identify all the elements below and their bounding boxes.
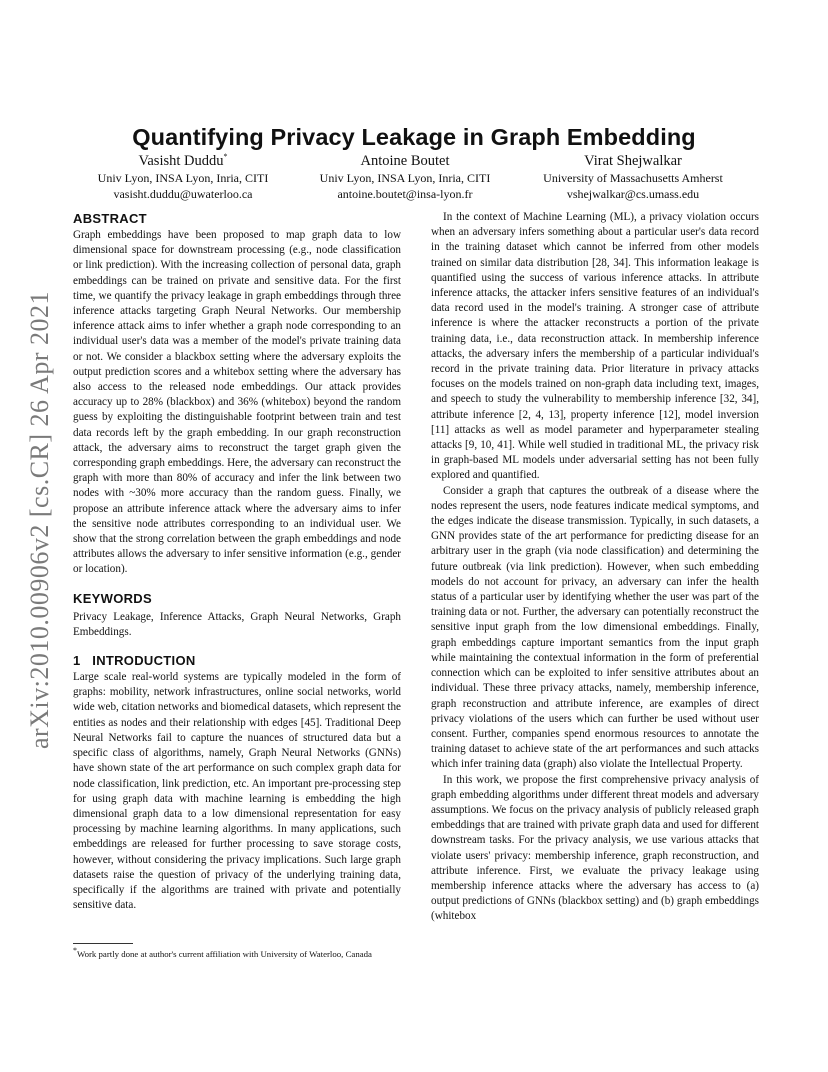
- footnote-mark: *: [73, 946, 77, 956]
- author-2: [305, 151, 505, 202]
- author-affiliation: Univ Lyon, INSA Lyon, Inria, CITI: [319, 171, 491, 185]
- body-paragraph: In this work, we propose the first comprehensive privacy analysis of graph embedding algorithms under different threat models and adversary assumptions. We focus on the privacy analysis of publicly released graph embeddings that are trained with private graph data and used for different downstream tasks. For the privacy analysis, we use various attacks that violate users' privacy: membership inference, graph reconstruction, and attribute inference. First, we evaluate the privacy leakage using membership inference attacks where the adversary has access to (a) output predictions of GNNs (blackbox setting) and (b) graph embeddings (whitebox: [431, 773, 760, 923]
- author-block: [73, 151, 755, 207]
- introduction-heading: [73, 652, 401, 670]
- abstract-heading: ABSTRACT: [73, 211, 147, 226]
- author-3: [511, 151, 755, 202]
- author-name: Antoine Boutet: [360, 153, 450, 169]
- right-column: [431, 210, 759, 925]
- abstract-text: Graph embeddings have been proposed to map graph data to low dimensional space for downstream processing (e.g., node classification or link prediction). With the increasing collection of personal data, graph embeddings can be trained on private and sensitive data. For the first time, we quantify the privacy leakage in graph embeddings through three inference attacks targeting Graph Neural Networks. Our membership inference attack aims to infer whether a graph node corresponding to an individual user's data was a member of the model's private training data or not. We consider a blackbox setting where the adversary exploits the output prediction scores and a whitebox setting where the adversary has also access to the released node embeddings. Our attack provides accuracy up to 28% (blackbox) and 36% (whitebox) beyond the random guess by exploiting the distinguishable footprint between train and test data records left by the graph embedding. In our graph reconstruction attack, the adversary aims to reconstruct the target graph given the corresponding graph embeddings. Here, the adversary can reconstruct the graph with more than 80% of accuracy and infer the link between two nodes with ~30% more accuracy than the random guess. Finally, we propose an attribute inference attack where the adversary aims to infer the sensitive node attributes corresponding to an individual user. We show that the strong correlation between the graph embeddings and node attributes allows the adversary to infer sensitive information (e.g., gender or location).: [73, 229, 401, 576]
- paper-title: Quantifying Privacy Leakage in Graph Embedding: [132, 123, 696, 150]
- author-affiliation: University of Massachusetts Amherst: [543, 171, 723, 185]
- arxiv-identifier: arXiv:2010.00906v2 [cs.CR] 26 Apr 2021: [25, 290, 54, 750]
- section-title: INTRODUCTION: [92, 653, 196, 669]
- author-name: Vasisht Duddu: [138, 153, 224, 169]
- author-1: [73, 151, 293, 202]
- author-email: antoine.boutet@insa-lyon.fr: [337, 186, 473, 201]
- author-email: vasisht.duddu@uwaterloo.ca: [113, 186, 253, 201]
- body-paragraph: Consider a graph that captures the outbreak of a disease where the nodes represent the users, node features indicate medical symptoms, and the edges indicate the disease transmission. Typically, in such datasets, a GNN provides state of the art performance for predicting disease for an arbitrary user in the graph (via node classification) and determining the future outbreak (via link prediction). However, when such embedding models do not account for privacy, an adversary can infer the health status of a particular user by identifying whether the user was part of the training data or not. Further, the adversary can potentially reconstruct the sensitive input graph from the low dimensional embeddings. Finally, graph embeddings capture important semantics from the input graph while maintaining the contextual information in the form of preferential connection which can be exploited to infer sensitive attributes about an individual. These three privacy attacks, namely, membership inference, graph reconstruction and attribute inference, are examples of direct privacy violations of the users which can further be used without user consent. Further, companies spend enormous resources to annotate the training dataset to achieve state of the art performances and such attacks which infer training data (graph) also violate the Intellectual Property.: [431, 484, 759, 771]
- body-paragraph: In the context of Machine Learning (ML), a privacy violation occurs when an adversary infers something about a particular user's data record in the training dataset which cannot be inferred from other models trained on similar data distribution [28, 34]. This information leakage is quantified using the success of various inference attacks. In attribute inference attacks, the attacker infers sensitive features of an individual's data record used in the model's training. A stronger case of attribute inference is where the attacker reconstructs a portion of the private training data, i.e., data reconstruction attack. In membership inference attacks, the adversary infers the membership of a particular individual's record in the private training data. Prior literature in privacy attacks focuses on the models trained on non-graph data including text, images, and speech to study the vulnerability to membership inference [32, 34], attribute inference [2, 4, 13], property inference [12], model inversion [11] attacks as well as model parameter and hyperparameter stealing attacks [9, 10, 41]. While well studied in traditional ML, the privacy risk in graph-based ML models under adversarial setting has not been fully explored and quantified.: [431, 211, 759, 482]
- footnote: [73, 946, 413, 960]
- footnote-rule: [73, 943, 133, 944]
- section-number: 1: [73, 653, 81, 669]
- author-footnote-mark: *: [223, 152, 228, 162]
- author-affiliation: Univ Lyon, INSA Lyon, Inria, CITI: [97, 171, 269, 185]
- introduction-paragraph: Large scale real-world systems are typically modeled in the form of graphs: mobility, network infrastructures, online social networks, world wide web, citation networks and biomedical datasets, which represent the entities as nodes and their relationship with edges [45]. Traditional Deep Neural Networks fail to capture the nuances of structured data but a specific class of algorithms, namely, Graph Neural Networks (GNNs) have shown state of the art performance on such complex graph data for node classification, link prediction, etc. An important pre-processing step for using graph data with machine learning is embedding the high dimensional graph data to a low dimensional representation for easy processing by machine learning algorithms. In many applications, such embeddings are released for further processing to save storage costs, however, without considering the privacy implications. Such large graph datasets raise the question of privacy of the underlying training data, specifically if the algorithms are trained with private and potentially sensitive data.: [73, 671, 401, 912]
- arxiv-identifier-stamp: [18, 270, 62, 770]
- author-name: Virat Shejwalkar: [584, 153, 682, 169]
- keywords-text: Privacy Leakage, Inference Attacks, Graph Neural Networks, Graph Embeddings.: [73, 610, 401, 638]
- keywords-heading: KEYWORDS: [73, 590, 152, 606]
- author-email: vshejwalkar@cs.umass.edu: [566, 186, 700, 201]
- footnote-text: Work partly done at author's current affiliation with University of Waterloo, Canada: [77, 949, 372, 959]
- left-column: [73, 210, 401, 913]
